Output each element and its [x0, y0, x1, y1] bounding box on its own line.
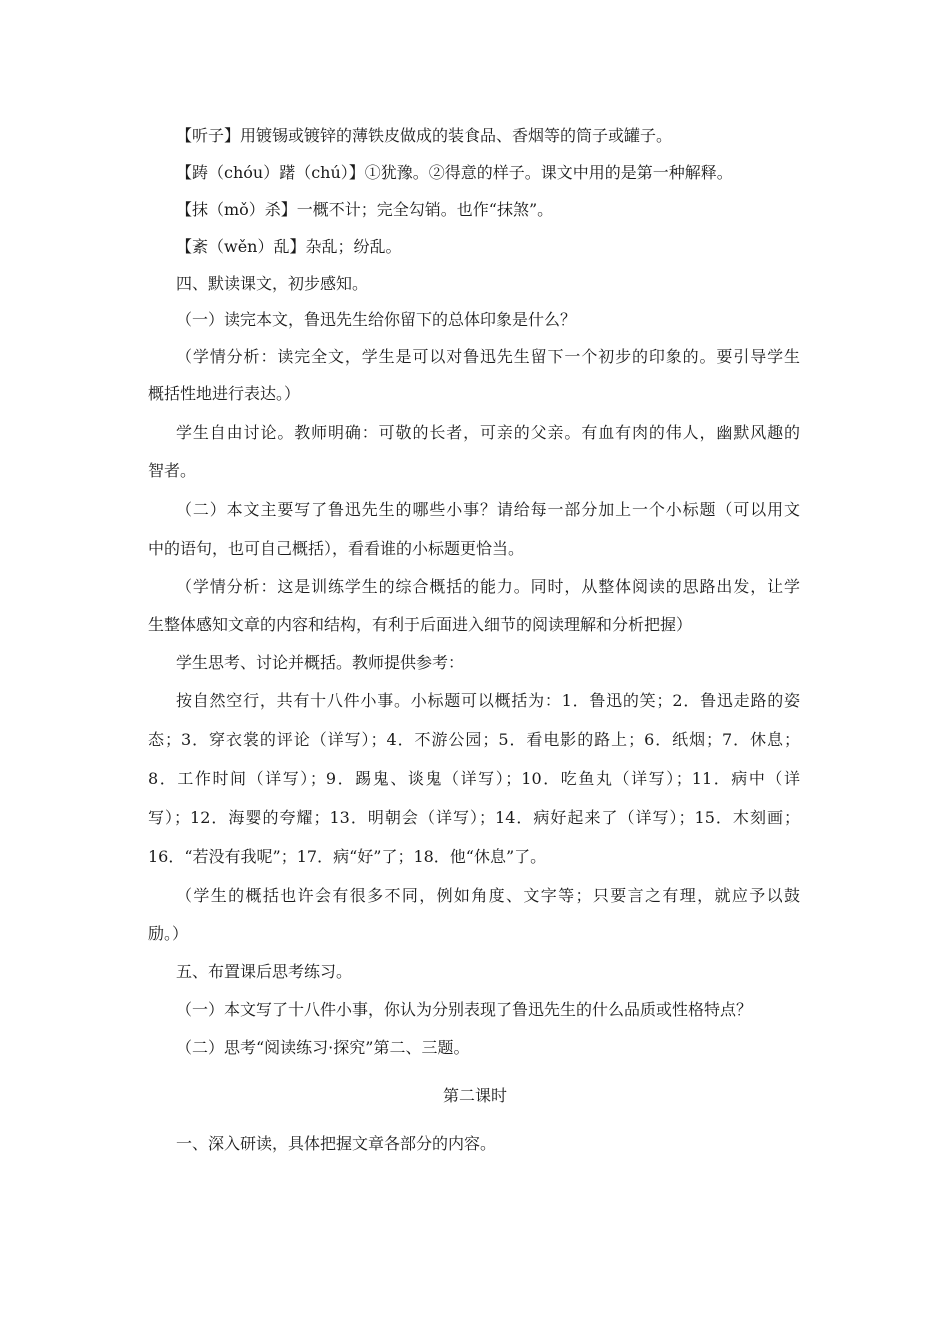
question-1: （一）读完本文，鲁迅先生给你留下的总体印象是什么？	[176, 310, 577, 329]
section-4-heading: 四、默读课文，初步感知。	[176, 274, 369, 293]
q2-process: 学生思考、讨论并概括。教师提供参考：	[176, 653, 465, 672]
task-2: （二）思考“阅读练习·探究”第二、三题。	[176, 1038, 470, 1057]
q2-note-line-2: 励。）	[148, 924, 189, 943]
q2-answer-line-2: 态；3．穿衣裳的评论（详写）；4．不游公园；5．看电影的路上；6．纸烟；7．休息；	[148, 730, 800, 749]
q2-note-line-1: （学生的概括也许会有很多不同，例如角度、文字等；只要言之有理，就应予以鼓	[176, 886, 800, 905]
glossary-item-wenluan: 【紊（wěn）乱】杂乱；纷乱。	[176, 237, 402, 256]
q2-analysis-line-1: （学情分析：这是训练学生的综合概括的能力。同时，从整体阅读的思路出发，让学	[176, 577, 800, 596]
q1-analysis-line-2: 概括性地进行表达。）	[148, 384, 301, 403]
q1-answer-line-2: 智者。	[148, 461, 197, 480]
q1-answer-line-1: 学生自由讨论。教师明确：可敬的长者，可亲的父亲。有血有肉的伟人，幽默风趣的	[176, 423, 800, 442]
question-2-line-1: （二）本文主要写了鲁迅先生的哪些小事？请给每一部分加上一个小标题（可以用文	[176, 500, 800, 519]
lesson-2-title: 第二课时	[442, 1086, 507, 1105]
glossary-item-mosha: 【抹（mǒ）杀】一概不计；完全勾销。也作“抹煞”。	[176, 200, 554, 219]
lesson-2-heading-1: 一、深入研读，具体把握文章各部分的内容。	[176, 1134, 497, 1153]
task-1: （一）本文写了十八件小事，你认为分别表现了鲁迅先生的什么品质或性格特点？	[176, 1000, 753, 1019]
question-2-line-2: 中的语句，也可自己概括），看看谁的小标题更恰当。	[148, 539, 525, 558]
q2-answer-line-1: 按自然空行，共有十八件小事。小标题可以概括为：1．鲁迅的笑；2．鲁迅走路的姿	[176, 691, 800, 710]
q2-analysis-line-2: 生整体感知文章的内容和结构，有利于后面进入细节的阅读理解和分析把握）	[148, 615, 693, 634]
glossary-item-chouchu: 【踌（chóu）躇（chú）】①犹豫。②得意的样子。课文中用的是第一种解释。	[176, 163, 733, 182]
q2-answer-line-4: 写）；12．海婴的夸耀；13．明朝会（详写）；14．病好起来了（详写）；15．木刻画；	[148, 808, 800, 827]
q1-analysis-line-1: （学情分析：读完全文，学生是可以对鲁迅先生留下一个初步的印象的。要引导学生	[176, 347, 800, 366]
q2-answer-line-5: 16．“若没有我呢”；17．病“好”了；18．他“休息”了。	[148, 847, 547, 866]
glossary-item-tingzi: 【听子】用镀锡或镀锌的薄铁皮做成的装食品、香烟等的筒子或罐子。	[176, 126, 673, 145]
section-5-heading: 五、布置课后思考练习。	[176, 962, 353, 981]
q2-answer-line-3: 8．工作时间（详写）；9．踢鬼、谈鬼（详写）；10．吃鱼丸（详写）；11．病中（详	[148, 769, 800, 788]
